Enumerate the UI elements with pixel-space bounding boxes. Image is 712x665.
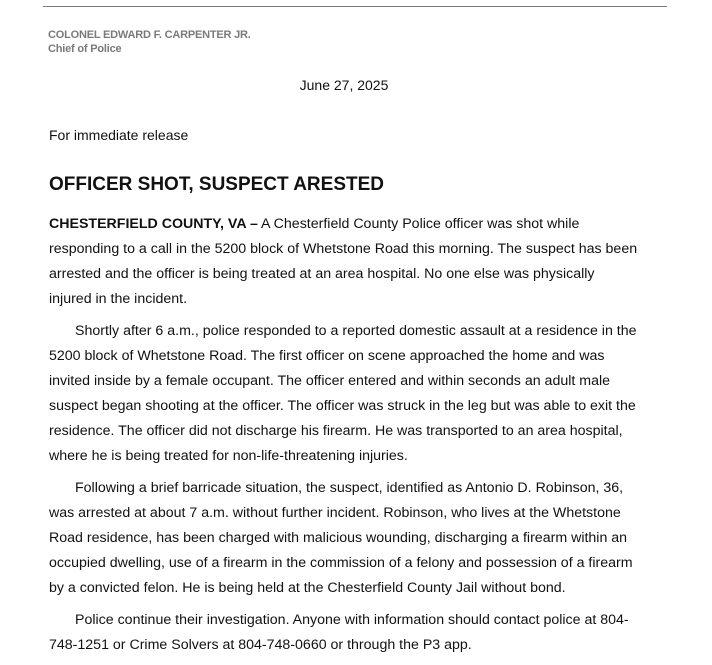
officer-name: COLONEL EDWARD F. CARPENTER JR. <box>48 29 251 41</box>
paragraph-lead-text: A Chesterfield County Police officer was shot while responding to a call in the 5200 block of Whetstone Road this morning. The suspect has been arrested and the officer is being treated at an area hospital. No one else was physically injured in the incident. <box>49 216 638 307</box>
paragraph-lead <box>49 212 641 312</box>
release-date: June 27, 2025 <box>299 77 389 93</box>
headline: OFFICER SHOT, SUSPECT ARESTED <box>49 174 384 195</box>
paragraph-incident: Shortly after 6 a.m., police responded to a reported domestic assault at a residence in the 5200 block of Whetstone Road. The first officer on scene approached the home and was invited inside by a female occupant. The officer entered and within seconds an adult male suspect began shooting at the officer. The officer was struck in the leg but was able to exit the residence. The officer did not discharge his firearm. He was transported to an area hospital, where he is being treated for non-life-threatening injuries. <box>49 323 637 464</box>
dateline: CHESTERFIELD COUNTY, VA – <box>49 216 258 232</box>
release-label: For immediate release <box>49 127 189 143</box>
paragraph-arrest: Following a brief barricade situation, the suspect, identified as Antonio D. Robinson, 36, was arrested at about 7 a.m. without further incident. Robinson, who lives at the Whetstone Road residence, has been charged with malicious wounding, discharging a firearm within an occupied dwelling, use of a firearm in the commission of a felony and possession of a firearm by a convicted felon. He is being held at the Chesterfield County Jail without bond. <box>49 480 633 596</box>
officer-title: Chief of Police <box>48 43 122 55</box>
paragraph-contact: Police continue their investigation. Anyone with information should contact police at 804-748-1251 or Crime Solvers at 804-748-0660 or through the P3 app. <box>49 612 629 653</box>
top-rule <box>43 6 667 7</box>
press-release-body <box>49 212 641 665</box>
